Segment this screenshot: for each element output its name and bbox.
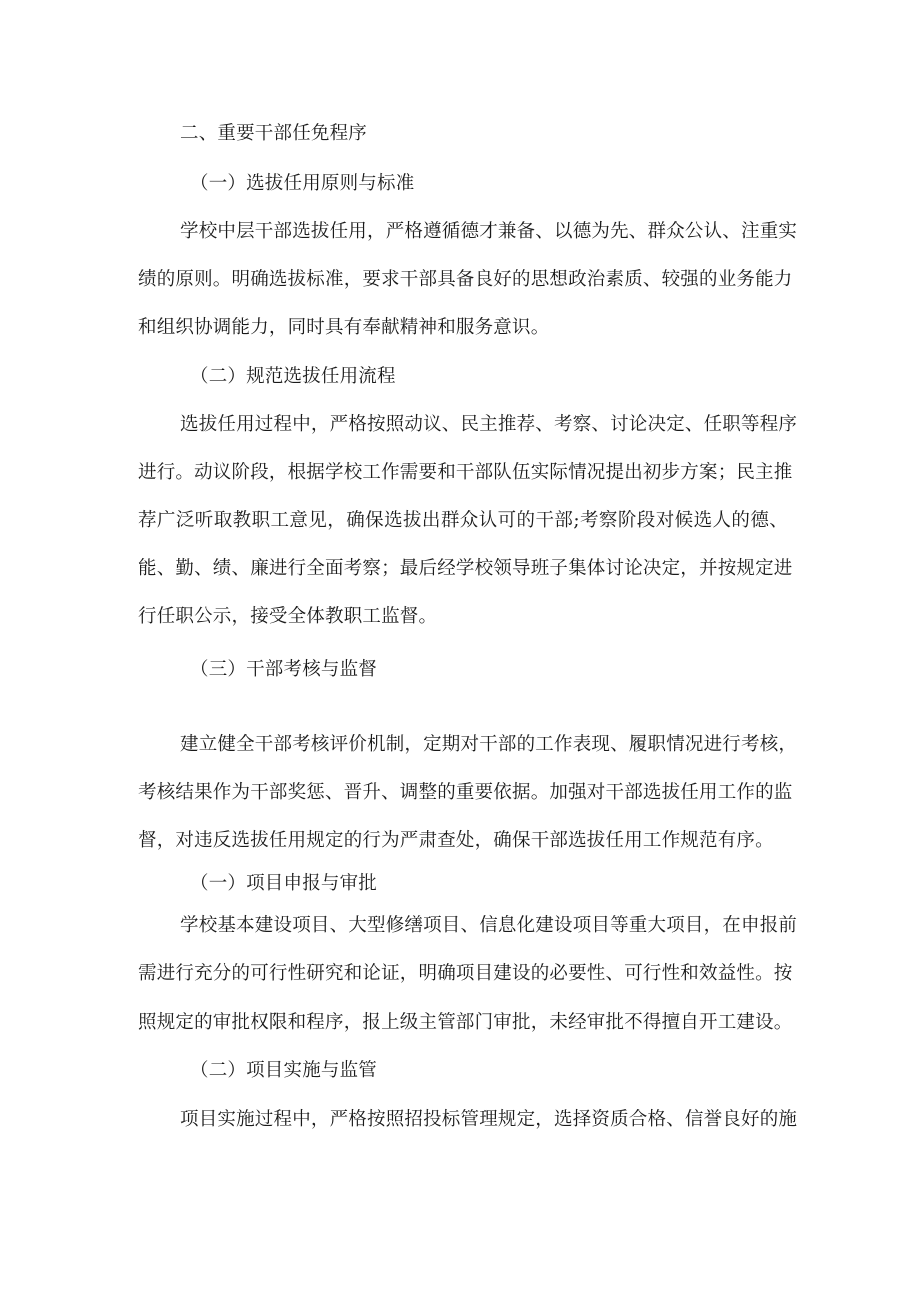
paragraph-line: 建立健全干部考核评价机制，定期对干部的工作表现、履职情况进行考核， xyxy=(180,734,798,755)
paragraph-line: 学校基本建设项目、大型修缮项目、信息化建设项目等重大项目，在申报前 xyxy=(180,915,798,936)
section-heading-assessment: （三）干部考核与监督 xyxy=(190,659,378,680)
main-heading: 二、重要干部任免程序 xyxy=(180,123,368,144)
paragraph-line: 荐广泛听取教职工意见，确保选拔出群众认可的干部;考察阶段对候选人的德、 xyxy=(138,510,788,531)
paragraph-line: 能、勤、绩、廉进行全面考察；最后经学校领导班子集体讨论决定，并按规定进 xyxy=(138,558,793,579)
paragraph-line: 和组织协调能力，同时具有奉献精神和服务意识。 xyxy=(138,317,550,338)
section-heading-project-supervision: （二）项目实施与监管 xyxy=(190,1060,378,1081)
paragraph-line: 项目实施过程中，严格按照招投标管理规定，选择资质合格、信誉良好的施 xyxy=(180,1109,798,1130)
paragraph-line: 照规定的审批权限和程序，报上级主管部门审批，未经审批不得擅自开工建设。 xyxy=(138,1012,793,1033)
paragraph-line: 选拔任用过程中，严格按照动议、民主推荐、考察、讨论决定、任职等程序 xyxy=(180,414,798,435)
section-heading-project-approval: （一）项目申报与审批 xyxy=(190,873,378,894)
paragraph-line: 行任职公示，接受全体教职工监督。 xyxy=(138,606,438,627)
paragraph-line: 学校中层干部选拔任用，严格遵循德才兼备、以德为先、群众公认、注重实 xyxy=(180,221,798,242)
paragraph-line: 绩的原则。明确选拔标准，要求干部具备良好的思想政治素质、较强的业务能力 xyxy=(138,269,793,290)
paragraph-line: 考核结果作为干部奖惩、晋升、调整的重要依据。加强对干部选拔任用工作的监 xyxy=(138,782,793,803)
paragraph-line: 需进行充分的可行性研究和论证，明确项目建设的必要性、可行性和效益性。按 xyxy=(138,963,793,984)
section-heading-selection-principles: （一）选拔任用原则与标准 xyxy=(190,173,415,194)
section-heading-selection-process: （二）规范选拔任用流程 xyxy=(190,366,396,387)
paragraph-line: 进行。动议阶段，根据学校工作需要和干部队伍实际情况提出初步方案；民主推 xyxy=(138,462,793,483)
paragraph-line: 督，对违反选拔任用规定的行为严肃查处，确保干部选拔任用工作规范有序。 xyxy=(138,830,774,851)
